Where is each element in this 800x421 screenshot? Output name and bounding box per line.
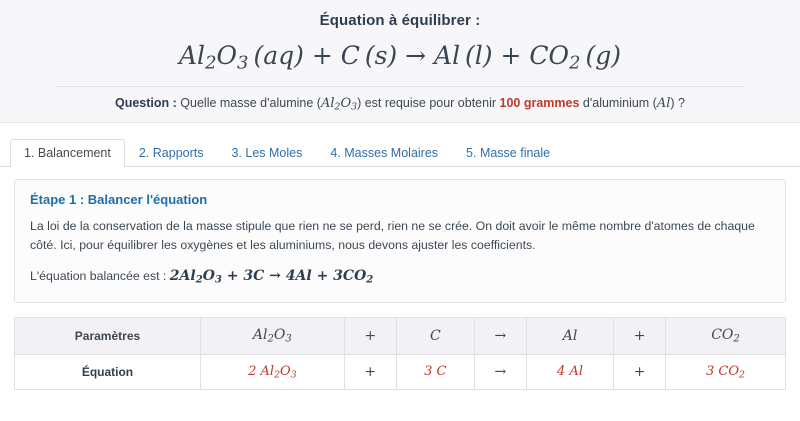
table-header-row xyxy=(15,318,786,355)
cell-coef-al: 4 Al xyxy=(526,354,613,389)
step-box xyxy=(14,179,786,303)
header-al: Al xyxy=(526,318,613,355)
header-parametres: Paramètres xyxy=(15,318,201,355)
cell-plus-2: + xyxy=(614,354,666,389)
header-divider xyxy=(56,86,744,87)
header-co2: $CO_2$ xyxy=(666,318,786,355)
step-title: Étape 1 : Balancer l'équation xyxy=(30,191,208,207)
question-body: Quelle masse d'alumine $(Al_2O_3)$ est requise pour obtenir 100 grammes d'aluminium (Al) ? xyxy=(176,95,685,112)
table-row xyxy=(15,354,786,389)
cell-coef-c: 3 C xyxy=(396,354,474,389)
header-c: C xyxy=(396,318,474,355)
tab-masse-finale[interactable]: 5. Masse finale xyxy=(466,145,551,160)
question-formula-alumine: $Al_2O_3$ xyxy=(320,95,358,112)
cell-plus-1: + xyxy=(344,354,396,389)
question-highlight: 100 grammes xyxy=(499,95,580,110)
main-equation: $Al_2O_3$ (aq) + C (s) → Al $(l) + CO_2$ (g) xyxy=(179,41,621,74)
row-label-equation: Équation xyxy=(15,354,201,389)
header-al2o3: $Al_2O_3$ xyxy=(200,318,344,355)
page-title: Équation à équilibrer : xyxy=(319,12,481,29)
balance-table-head xyxy=(15,318,786,355)
header-plus-1: + xyxy=(344,318,396,355)
balance-table xyxy=(14,317,786,390)
step-paragraph-1: La loi de la conservation de la masse stipule que rien ne se perd, rien ne se crée. On doit avoir le même nombre d'atomes de chaque côté. Ici, pour équilibrer les oxygènes et les aluminiums, nous devons ajuster les coefficients. xyxy=(30,218,755,252)
question-text xyxy=(16,96,784,112)
tab-panel-balancement xyxy=(0,167,800,390)
header-arrow: → xyxy=(475,318,527,355)
tab-balancement[interactable]: 1. Balancement xyxy=(10,139,125,167)
tab-les-moles[interactable]: 3. Les Moles xyxy=(231,145,303,160)
cell-coef-al2o3: 2 $Al_2O_3$ xyxy=(200,354,344,389)
cell-coef-co2: 3 $CO_2$ xyxy=(666,354,786,389)
balance-table-body xyxy=(15,354,786,389)
step-paragraph-2 xyxy=(30,266,770,288)
cell-arrow: → xyxy=(475,354,527,389)
balanced-equation-label: L'équation balancée est : xyxy=(30,268,167,283)
equation-header-panel xyxy=(0,0,800,123)
header-plus-2: + xyxy=(614,318,666,355)
question-label: Question : xyxy=(115,95,177,110)
tab-rapports[interactable]: 2. Rapports xyxy=(138,145,204,160)
question-formula-aluminium: Al xyxy=(656,95,671,111)
tab-masses-molaires[interactable]: 4. Masses Molaires xyxy=(330,145,439,160)
balanced-equation: $2Al_2O_3 + 3C \to 4Al + 3CO_2$ xyxy=(169,267,374,286)
tab-bar xyxy=(0,137,800,167)
